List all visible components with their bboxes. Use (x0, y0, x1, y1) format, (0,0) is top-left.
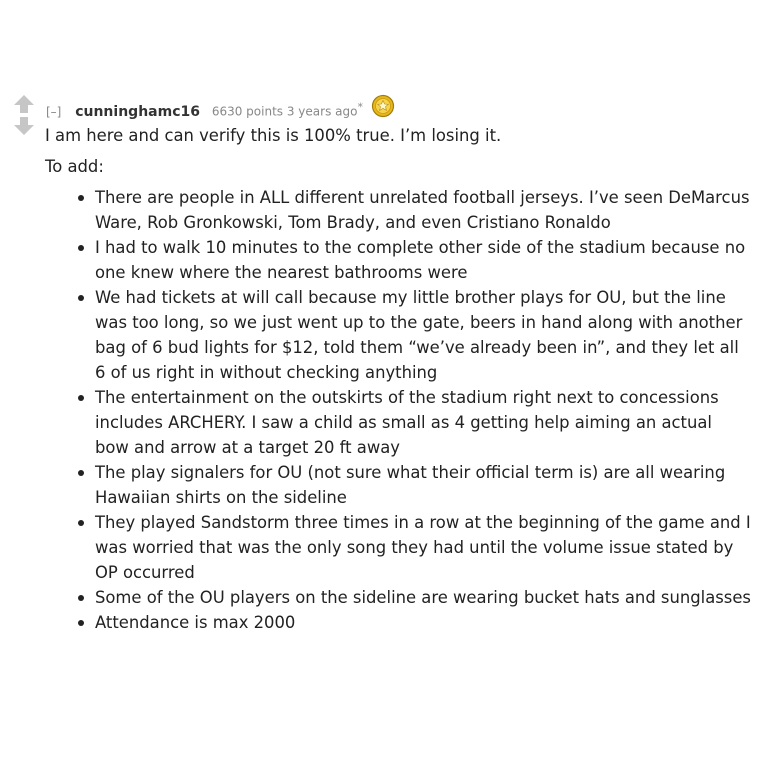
comment-tagline (46, 98, 395, 126)
gold-award-icon[interactable] (371, 94, 395, 122)
list-item: The entertainment on the outskirts of the stadium right next to concessions includes ARCHERY. I saw a child as small as 4 getting help aiming an actual bow and arrow at a target 20 ft away (95, 385, 751, 460)
timestamp[interactable]: 3 years ago (286, 104, 358, 119)
comment-body (45, 123, 751, 635)
comment-paragraph: I am here and can verify this is 100% true. I’m losing it. (45, 126, 502, 145)
list-item: We had tickets at will call because my little brother plays for OU, but the line was too long, so we just went up to the gate, beers in hand along with another bag of 6 bud lights for $12, told them “we’ve already been in”, and they let all 6 of us right in without checking anything (95, 285, 751, 385)
bullet-list (45, 185, 751, 635)
author-link[interactable]: cunninghamc16 (75, 103, 200, 120)
comment-paragraph: To add: (45, 157, 104, 176)
list-item: I had to walk 10 minutes to the complete other side of the stadium because no one knew where the nearest bathrooms were (95, 235, 751, 285)
list-item: There are people in ALL different unrelated football jerseys. I’ve seen DeMarcus Ware, Rob Gronkowski, Tom Brady, and even Cristiano Ronaldo (95, 185, 751, 235)
list-item: The play signalers for OU (not sure what their official term is) are all wearing Hawaiian shirts on the sideline (95, 460, 751, 510)
list-item: Attendance is max 2000 (95, 610, 751, 635)
list-item: They played Sandstorm three times in a row at the beginning of the game and I was worried that was the only song they had until the volume issue stated by OP occurred (95, 510, 751, 585)
vote-controls (8, 92, 38, 140)
collapse-toggle[interactable]: [–] (46, 104, 62, 119)
downvote-arrow-icon[interactable] (12, 116, 36, 136)
upvote-arrow-icon[interactable] (12, 94, 36, 114)
list-item: Some of the OU players on the sideline are wearing bucket hats and sunglasses (95, 585, 751, 610)
score: 6630 points (211, 104, 284, 119)
edited-mark: * (357, 100, 363, 114)
